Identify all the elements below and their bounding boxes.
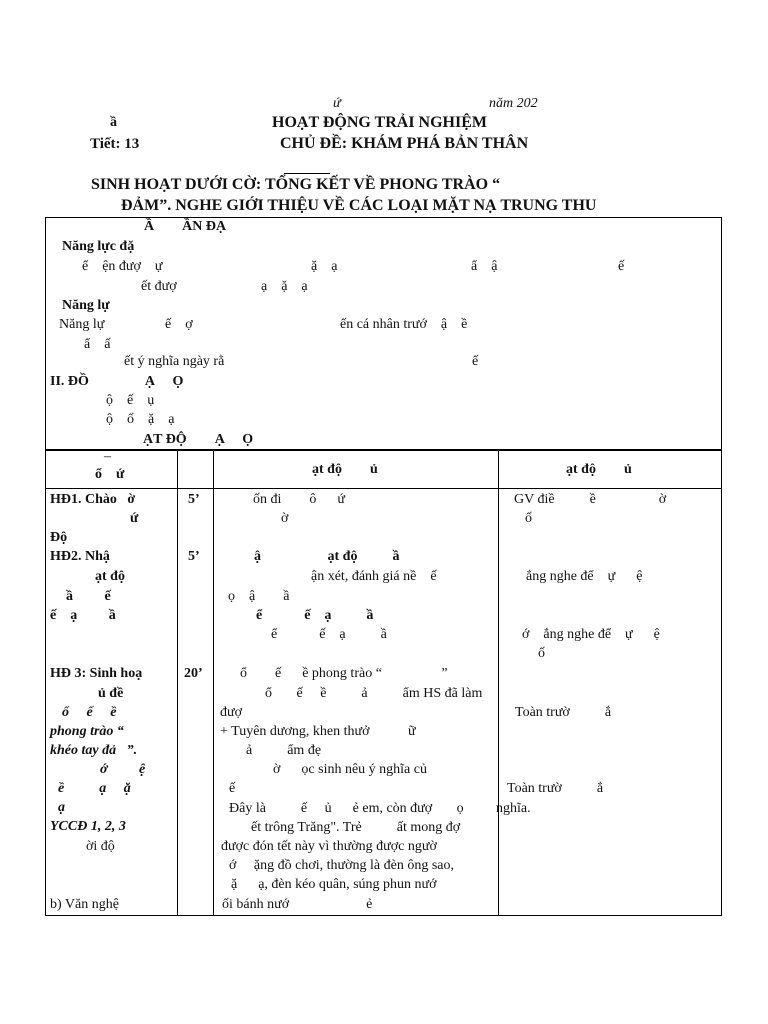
equipment-heading: II. ĐỒ Ạ Ọ	[50, 374, 184, 389]
school-year: năm 202	[489, 96, 538, 111]
cap2-text: ến cá nhân trướ ậ ề	[340, 317, 468, 332]
cap1-text: ạ ặ ạ	[261, 279, 308, 294]
col1-header: ổ ứ	[95, 467, 125, 482]
table-row-1-c1: Độ	[50, 530, 68, 545]
cap2-text: ết ý nghĩa ngày rằ	[124, 354, 225, 369]
table-row-2-time: 5’	[188, 549, 200, 564]
table-row-1-c3: ốn đi ô ứ	[253, 492, 345, 507]
general-capacity-label: Năng lự	[62, 298, 110, 313]
table-row-3-c1: b) Văn nghệ	[50, 897, 119, 912]
table-row-3-c4: nghĩa.	[496, 801, 531, 816]
cap2-text: ế	[472, 354, 479, 369]
table-divider	[213, 450, 214, 916]
table-row-3-c3: ế	[229, 781, 236, 796]
activities-heading: ẠT ĐỘ Ạ Ọ	[143, 432, 254, 447]
cap1-text: ẩ ậ	[471, 259, 498, 274]
table-row-3-c3: + Tuyên dương, khen thưở ữ	[220, 724, 416, 739]
table-row-3-c3: được đón tết này vì thường được ngườ	[221, 839, 437, 854]
cap1-text: ế	[618, 259, 625, 274]
table-row-3-c1: ổ ế ề	[62, 705, 117, 720]
table-row-2-c3: ận xét, đánh giá nề ế	[311, 569, 437, 584]
table-row-3-c3: ổ ế ề ả ẩm HS đã làm	[265, 686, 483, 701]
table-row-3-c3: ối bánh nướ ẻ	[222, 897, 373, 912]
subject-title: HOẠT ĐỘNG TRẢI NGHIỆM	[272, 114, 487, 131]
table-row-2-c3: ậ ạt độ ầ	[254, 549, 400, 564]
objectives-heading: Ầ ẦN ĐẠ	[144, 219, 227, 234]
table-row-2-c3: ọ ậ ầ	[228, 589, 290, 604]
table-row-1-c4: GV điề ề ờ	[514, 492, 667, 507]
table-row-2-c1: ầ ế	[66, 589, 111, 604]
table-row-2-c3: ể ế ạ ầ	[256, 608, 374, 623]
table-row-1-c4: ố	[525, 511, 532, 526]
table-row-2-c4: ắng nghe để ự ệ	[526, 569, 643, 584]
table-row-3-c3: ết trông Trăng". Trẻ ất mong đợ	[251, 820, 461, 835]
table-row-3-c3: ờ ọc sinh nêu ý nghĩa củ	[273, 762, 427, 777]
week-fragment: ầ	[110, 115, 117, 130]
table-row-3-c1: YCCĐ 1, 2, 3	[50, 819, 126, 834]
equipment-item: ộ ế ụ	[106, 393, 155, 408]
cap1-text: ể ện đượ ự	[82, 259, 163, 274]
equipment-item: ộ ố ặ ạ	[106, 412, 175, 427]
table-row-3-c3: Đây là ế ủ ẻ em, còn đượ ọ	[229, 801, 464, 816]
table-row-1-c1: ứ	[130, 511, 139, 526]
lesson-title-line2: ĐẢM”. NGHE GIỚI THIỆU VỀ CÁC LOẠI MẶT NẠ TRUNG THU	[121, 197, 597, 214]
table-header-divider	[45, 488, 722, 489]
table-row-3-c4: Toàn trườ ắ	[515, 705, 612, 720]
cap2-text: Năng lự	[59, 317, 105, 332]
table-row-3-c1: ớ ệ	[100, 762, 146, 777]
table-row-3-c1: ạ	[58, 800, 65, 815]
theme-title: CHỦ ĐỀ: KHÁM PHÁ BẢN THÂN	[280, 135, 529, 152]
table-row-1-c3: ờ	[281, 511, 289, 526]
table-row-3-c1: HĐ 3: Sinh hoạ	[50, 666, 143, 681]
col4-header: ạt độ ủ	[566, 462, 632, 477]
cap2-text: ẩ ấ	[84, 337, 111, 352]
table-row-3-c4: Toàn trườ ắ	[507, 781, 604, 796]
table-row-2-c3: ể ế ạ ầ	[271, 627, 387, 642]
specific-capacity-label: Năng lực đặ	[62, 239, 135, 254]
table-row-2-c1: ạt độ	[95, 569, 125, 584]
table-row-1-c1: HĐ1. Chào ờ	[50, 492, 136, 507]
table-row-2-c4: ớ ắng nghe để ự ệ	[522, 627, 660, 642]
title-overline	[284, 173, 330, 174]
table-divider	[177, 450, 178, 916]
table-row-2-c4: ố	[538, 646, 545, 661]
table-row-3-c3: ả ẩm đẹ	[246, 743, 322, 758]
table-row-3-time: 20’	[184, 666, 203, 681]
lesson-number: Tiết: 13	[90, 136, 140, 152]
table-divider	[498, 450, 499, 916]
table-row-1-time: 5’	[188, 492, 200, 507]
table-row-3-c1: ủ đề	[98, 686, 124, 701]
date-fragment: ứ	[333, 96, 341, 111]
cap1-text: ặ ạ	[311, 259, 338, 274]
table-row-2-c1: ế ạ ầ	[50, 608, 116, 623]
col1-header-dash: –	[104, 449, 111, 464]
table-row-3-c3: ớ ặng đồ chơi, thường là đèn ông sao,	[229, 858, 454, 873]
table-row-3-c1: ề ạ ặ	[58, 781, 131, 796]
cap1-text: ết đượ	[141, 279, 177, 294]
table-row-3-c3: ổ ế ề phong trào “ ”	[240, 666, 448, 681]
cap2-text: ế ợ	[165, 317, 193, 332]
lesson-title-line1: SINH HOẠT DƯỚI CỜ: TỔNG KẾT VỀ PHONG TRÀO “	[91, 176, 501, 193]
table-row-3-c1: phong trào “	[50, 724, 124, 739]
table-row-3-c3: ặ ạ, đèn kéo quân, súng phun nướ	[231, 877, 437, 892]
col3-header: ạt độ ủ	[312, 462, 378, 477]
table-row-3-c1: khéo tay đả ”.	[50, 743, 138, 758]
table-row-3-c1: ời độ	[86, 839, 115, 854]
table-row-2-c1: HĐ2. Nhậ	[50, 549, 110, 564]
table-row-3-c3: đượ	[220, 705, 242, 720]
